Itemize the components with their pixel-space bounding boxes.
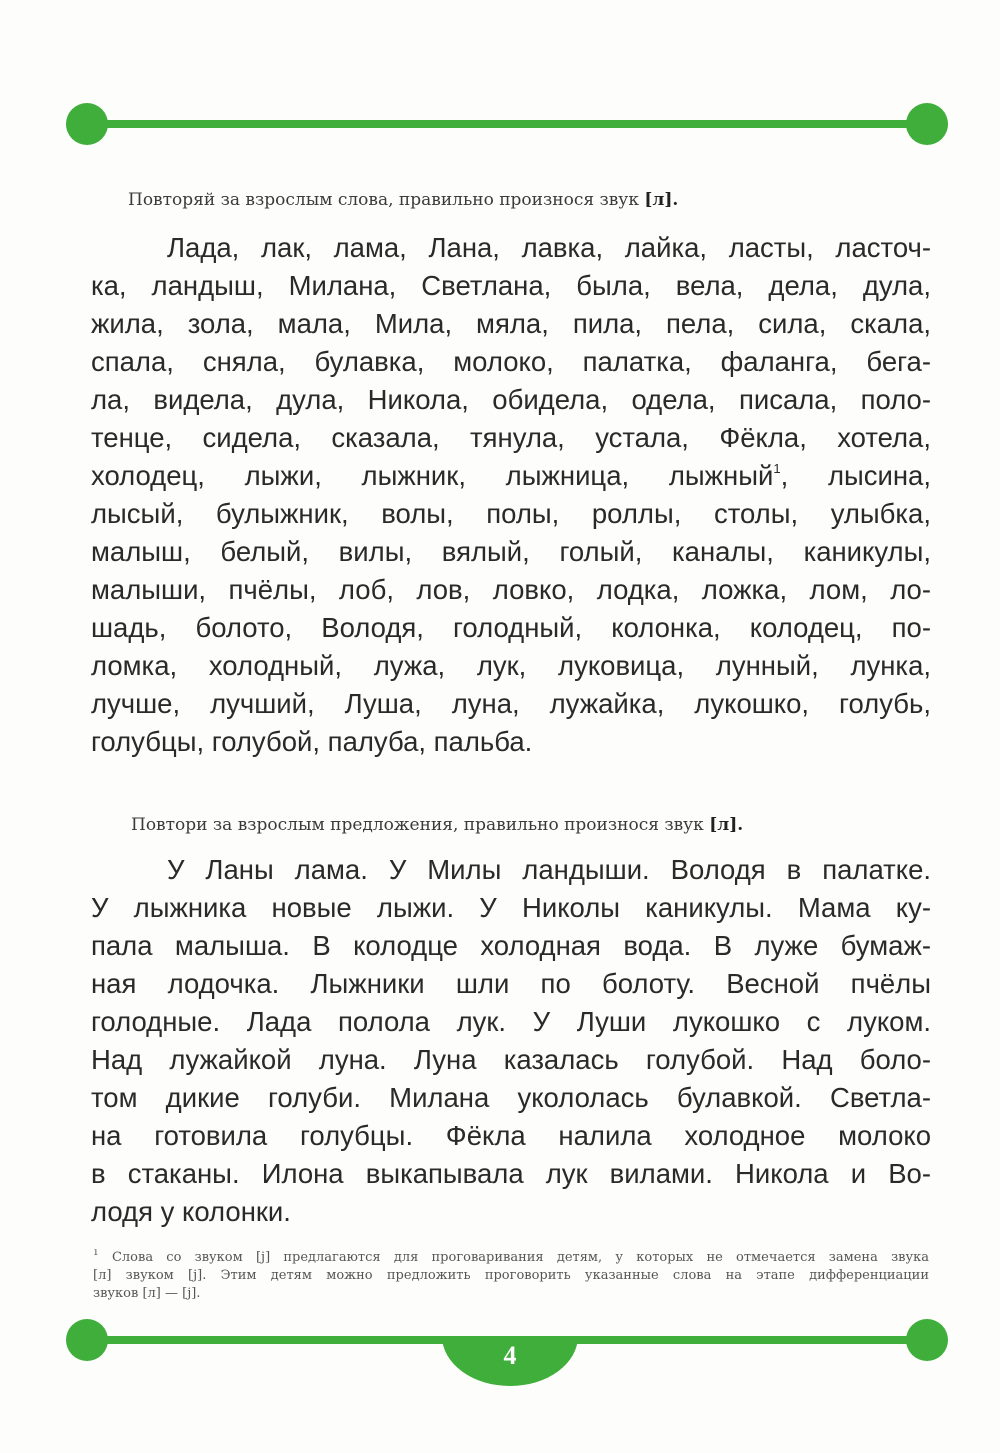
- word-line: ка, ландыш, Милана, Светлана, была, вела, дела, дула,: [91, 270, 931, 301]
- words-instruction-sound: [л].: [644, 190, 679, 210]
- sentences-instruction-text: Повтори за взрослым предложения, правильно произнося звук: [131, 815, 704, 835]
- footnote-mark: 1: [93, 1249, 99, 1258]
- sentence-line: на готовила голубцы. Фёкла налила холодное молоко: [91, 1120, 931, 1151]
- footnote-line: звуков [л] — [j].: [93, 1286, 201, 1301]
- sentence-line: ная лодочка. Лыжники шли по болоту. Весной пчёлы: [91, 968, 931, 999]
- words-instruction: [128, 190, 678, 210]
- word-line: тенце, сидела, сказала, тянула, устала, Фёкла, хотела,: [91, 422, 931, 453]
- sentence-line: голодные. Лада полола лук. У Луши лукошко с луком.: [91, 1006, 931, 1037]
- sentence-line: У лыжника новые лыжи. У Николы каникулы. Мама ку-: [91, 892, 931, 923]
- word-line: шадь, болото, Володя, голодный, колонка, колодец, по-: [91, 612, 931, 643]
- word-line-with-footnote: [91, 457, 931, 495]
- footnote-reference: 1: [773, 461, 781, 476]
- sentence-line: в стаканы. Илона выкапывала лук вилами. Никола и Во-: [91, 1158, 931, 1189]
- word-line-start: холодец, лыжи, лыжник, лыжница, лыжный: [91, 460, 774, 491]
- footnote-line: [93, 1249, 929, 1267]
- sentence-line: пала малыша. В колодце холодная вода. В луже бумаж-: [91, 930, 931, 961]
- word-line: малыши, пчёлы, лоб, лов, ловко, лодка, ложка, лом, ло-: [91, 574, 931, 605]
- bottom-right-circle-ornament: [906, 1319, 948, 1361]
- sentence-paragraph: [91, 851, 931, 1231]
- word-line-end: , лысина,: [780, 460, 931, 491]
- footnote-line: [л] звуком [j]. Этим детям можно предложить проговорить указанные слова на этапе дифференциации: [93, 1268, 929, 1283]
- sentence-line: лодя у колонки.: [91, 1196, 291, 1227]
- word-line: малыш, белый, вилы, вялый, голый, каналы, каникулы,: [91, 536, 931, 567]
- word-line: лучше, лучший, Луша, луна, лужайка, лукошко, голубь,: [91, 688, 931, 719]
- sentence-line: Над лужайкой луна. Луна казалась голубой. Над боло-: [91, 1044, 931, 1075]
- footnote: [93, 1249, 929, 1303]
- sentence-line: У Ланы лама. У Милы ландыши. Володя в палатке.: [167, 854, 931, 885]
- sentence-line: том дикие голуби. Милана укололась булавкой. Светла-: [91, 1082, 931, 1113]
- words-instruction-text: Повторяй за взрослым слова, правильно произнося звук: [128, 190, 639, 210]
- word-list-paragraph: [91, 229, 931, 761]
- sentences-instruction: [131, 815, 743, 835]
- top-divider-bar: [88, 120, 928, 128]
- footnote-text: Слова со звуком [j] предлагаются для проговаривания детям, у которых не отмечается замена звука: [111, 1250, 929, 1265]
- page-number: 4: [503, 1341, 517, 1370]
- word-line: Лада, лак, лама, Лана, лавка, лайка, ласты, ласточ-: [167, 232, 931, 263]
- word-line: ломка, холодный, лужа, лук, луковица, лунный, лунка,: [91, 650, 931, 681]
- bottom-left-circle-ornament: [66, 1319, 108, 1361]
- word-line: ла, видела, дула, Никола, обидела, одела, писала, поло-: [91, 384, 931, 415]
- word-line: жила, зола, мала, Мила, мяла, пила, пела, сила, скала,: [91, 308, 931, 339]
- sentences-instruction-sound: [л].: [709, 815, 744, 835]
- word-line: лысый, булыжник, волы, полы, роллы, столы, улыбка,: [91, 498, 931, 529]
- word-line: голубцы, голубой, палуба, пальба.: [91, 726, 533, 757]
- top-left-circle-ornament: [66, 103, 108, 145]
- word-line: спала, сняла, булавка, молоко, палатка, фаланга, бега-: [91, 346, 931, 377]
- top-right-circle-ornament: [906, 103, 948, 145]
